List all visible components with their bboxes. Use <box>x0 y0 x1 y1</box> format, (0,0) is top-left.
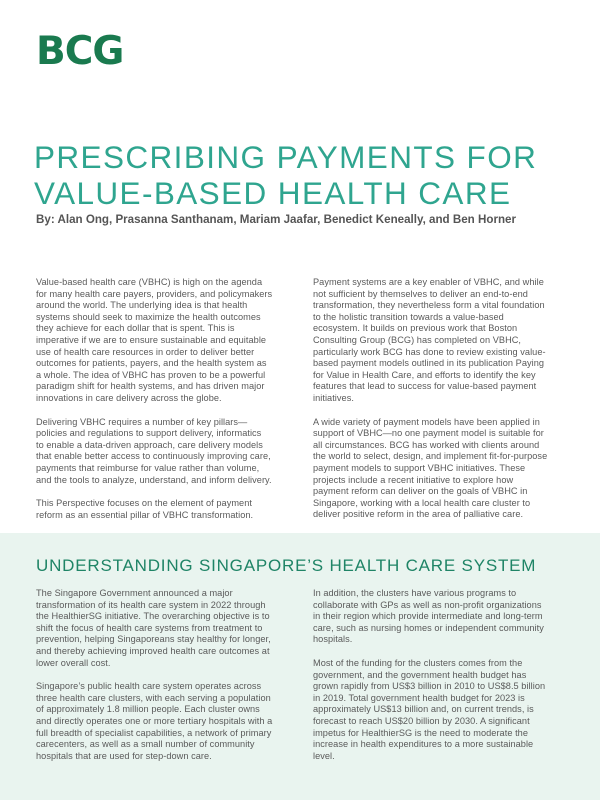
text-line: for many health care payers, providers, and policymakers <box>36 288 273 299</box>
text-line: features that lead to success for value-based payment <box>313 381 537 392</box>
text-line: of approximately 1.8 million people. Each cluster owns <box>36 704 260 715</box>
paragraph <box>36 681 296 762</box>
paragraph <box>313 588 583 646</box>
text-line: Consulting Group (BCG) has completed on VBHC, <box>313 334 522 345</box>
text-line: paradigm shift for health systems, and has driven major <box>36 381 265 392</box>
text-line: deliver positive reform in the area of palliative care. <box>313 509 524 520</box>
text-line: shift the focus of health care systems from treatment to <box>36 622 263 633</box>
text-line: payment reform can deliver on the goals of VBHC in <box>313 486 528 497</box>
paragraph <box>313 417 583 521</box>
text-line: initiatives. <box>313 392 354 403</box>
intro-column-left <box>36 277 296 533</box>
text-line: In addition, the clusters have various programs to <box>313 588 517 598</box>
text-line: approximately US$13 billion and, on current trends, is <box>313 704 534 715</box>
intro-column-right <box>313 277 583 533</box>
text-line: forecast to reach US$20 billion by 2030. A significant <box>313 715 530 726</box>
paragraph <box>36 498 296 521</box>
author-byline: By: Alan Ong, Prasanna Santhanam, Mariam Jaafar, Benedict Keneally, and Ben Horner <box>36 213 516 226</box>
text-line: support of VBHC—no one payment model is suitable for <box>313 428 544 439</box>
text-line: payment models to support VBHC initiatives. These <box>313 462 526 473</box>
section-column-right <box>313 588 583 774</box>
paragraph <box>36 277 296 405</box>
text-line: transformation, they nevertheless form a vital foundation <box>313 300 545 311</box>
text-line: to the holistic transition towards a value-based <box>313 311 504 322</box>
text-line: policies and regulations to support delivery, informatics <box>36 428 262 439</box>
text-line: collaborate with GPs as well as non-profit organizations <box>313 599 542 610</box>
title-line-1: PRESCRIBING PAYMENTS FOR <box>34 139 538 175</box>
paragraph <box>36 417 296 487</box>
text-line: impetus for HealthierSG is the need to moderate the <box>313 727 528 738</box>
text-line: A wide variety of payment models have been applied in <box>313 416 540 427</box>
text-line: The Singapore Government announced a major <box>36 588 233 598</box>
text-line: and directly operates one or more tertiary hospitals with a <box>36 715 273 726</box>
text-line: care, such as nursing homes or independent community <box>313 622 544 633</box>
text-line: around the world. The underlying idea is that health <box>36 300 248 311</box>
text-line: outcomes for patients, payers, and the health system as <box>36 358 267 369</box>
text-line: to enable a data-driven approach, care delivery models <box>36 439 263 450</box>
text-line: hospitals. <box>313 634 353 645</box>
text-line: grown rapidly from US$3 billion in 2010 to US$8.5 billion <box>313 681 546 692</box>
text-line: increase in health expenditures to a more sustainable <box>313 739 534 750</box>
text-line: systems should seek to maximize the health outcomes <box>36 311 261 322</box>
text-line: ecosystem. It builds on previous work that Boston <box>313 323 518 334</box>
text-line: Value-based health care (VBHC) is high on the agenda <box>36 277 263 287</box>
text-line: in their region which provide intermediate and long-term <box>313 611 543 622</box>
text-line: transformation of its health care system in 2022 through <box>36 599 266 610</box>
text-line: reform as an essential pillar of VBHC transformation. <box>36 509 254 520</box>
text-line: not sufficient by themselves to deliver an end-to-end <box>313 288 528 299</box>
title-line-2: VALUE-BASED HEALTH CARE <box>34 175 512 211</box>
paragraph <box>36 588 296 669</box>
text-line: imperative if we are to ensure sustainable and equitable <box>36 334 267 345</box>
text-line: full breadth of specialist capabilities, a network of primary <box>36 727 272 738</box>
section-column-left <box>36 588 296 774</box>
text-line: lower overall cost. <box>36 657 111 668</box>
text-line: three health care clusters, with each serving a population <box>36 692 271 703</box>
text-line: the world to select, design, and implement fit-for-purpose <box>313 451 548 462</box>
text-line: Payment systems are a key enabler of VBHC, and while <box>313 277 544 287</box>
text-line: use of health care resources in order to deliver better <box>36 346 255 357</box>
text-line: a whole. The idea of VBHC has proven to be a powerful <box>36 369 266 380</box>
text-line: particularly work BCG has done to review existing value- <box>313 346 546 357</box>
text-line: all circumstances. BCG has worked with clients around <box>313 439 540 450</box>
text-line: based payment models outlined in its publication Paying <box>313 358 545 369</box>
paragraph <box>313 658 583 762</box>
page-title <box>34 139 574 211</box>
text-line: Most of the funding for the clusters comes from the <box>313 657 523 668</box>
section-heading: UNDERSTANDING SINGAPORE’S HEALTH CARE SYSTEM <box>36 556 537 575</box>
text-line: level. <box>313 750 335 761</box>
text-line: hospitals that are used for step-down care. <box>36 750 212 761</box>
text-line: that enable better access to continuously improving care, <box>36 451 271 462</box>
text-line: and thereby achieving improved health care outcomes at <box>36 645 270 656</box>
text-line: projects include a recent initiative to explore how <box>313 474 514 485</box>
text-line: they achieve for each dollar that is spent. This is <box>36 323 235 334</box>
text-line: prevention, helping Singaporeans stay healthy for longer, <box>36 634 271 645</box>
paragraph <box>313 277 583 405</box>
text-line: Singapore, working with a local health care cluster to <box>313 497 531 508</box>
text-line: and the tools to analyze, understand, and inform delivery. <box>36 474 272 485</box>
text-line: payments that reimburse for value rather than volume, <box>36 462 260 473</box>
text-line: This Perspective focuses on the element of payment <box>36 498 252 509</box>
bcg-logo: BCG <box>36 29 124 74</box>
text-line: the HealthierSG initiative. The overarching objective is to <box>36 611 270 622</box>
text-line: for Value in Health Care, and efforts to identify the key <box>313 369 536 380</box>
text-line: carecenters, as well as a small number of community <box>36 739 255 750</box>
text-line: innovations in care delivery across the globe. <box>36 392 222 403</box>
text-line: Singapore’s public health care system operates across <box>36 681 262 692</box>
text-line: Delivering VBHC requires a number of key pillars— <box>36 416 248 427</box>
text-line: in 2019. Total government health budget for 2023 is <box>313 692 525 703</box>
text-line: government, and the government health budget has <box>313 669 527 680</box>
